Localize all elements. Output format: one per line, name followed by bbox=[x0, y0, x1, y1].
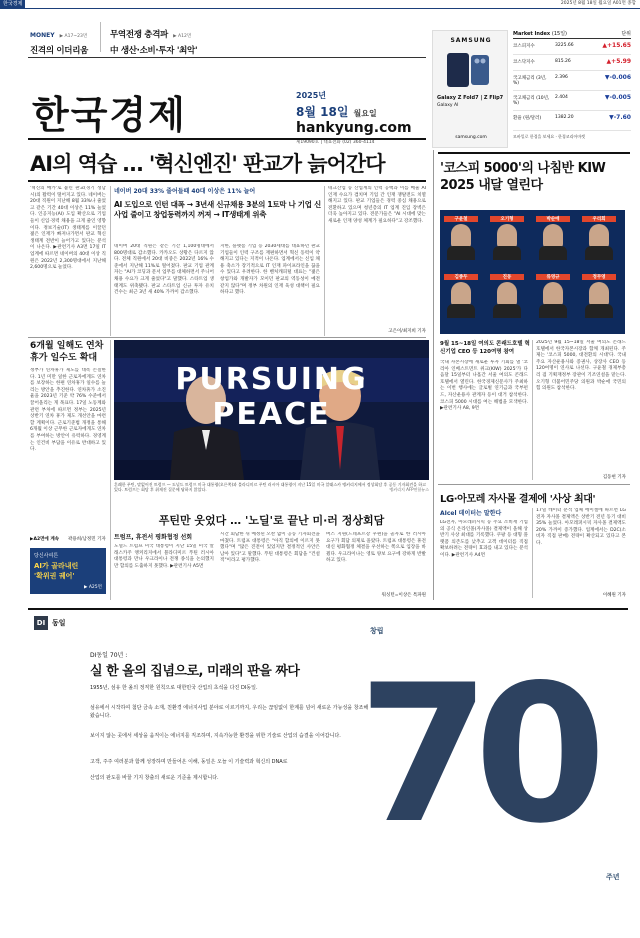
issue-info: 제19090호 | 대표전화 (02) 360-4114 bbox=[296, 140, 375, 145]
teaser-money-page: ▶ A17~23면 bbox=[59, 34, 88, 39]
speaker-name: 오기형 bbox=[490, 216, 524, 222]
market-title: Market Index bbox=[513, 31, 551, 37]
masthead-title: 한국경제 bbox=[32, 92, 187, 137]
market-row-change: ▲+5.99 bbox=[606, 58, 631, 65]
speaker-photo bbox=[536, 216, 570, 270]
teaser-money-label: MONEY bbox=[30, 32, 55, 39]
market-row bbox=[513, 71, 631, 91]
speaker-name: 김종두 bbox=[444, 274, 478, 280]
dongil-para: 고객, 주주 여러분과 함께 성장하며 만들어온 이해, 동일은 오늘 이 기술력과 혁신의 DNA로 bbox=[90, 759, 288, 765]
speaker-name: 구윤철 bbox=[444, 216, 478, 222]
market-row bbox=[513, 91, 631, 111]
speaker-photo bbox=[490, 216, 524, 270]
edition-year: 2025년 bbox=[296, 91, 326, 100]
market-row-name: 환율 (원/달러) bbox=[513, 116, 542, 121]
dongil-anni-sub: DI동일 70년 : bbox=[90, 652, 128, 659]
market-row-name: 코스피지수 bbox=[513, 44, 535, 49]
speaker-photo bbox=[582, 274, 616, 328]
masthead-rule bbox=[28, 138, 426, 140]
summit-col2: 시간 회담한 뒤 예정된 오찬 없이 공동 기자회견을 마쳤다. 트럼프 대통령은 "아직 합의에 이르지 못했다"며 "많은 진전이 있었지만 결정적인 사안은 남아 있다"고 말했다. 푸틴 대통령은 회담을 "건설적"이라고 평가했다. bbox=[220, 532, 320, 564]
speaker-name: 우리회 bbox=[582, 216, 616, 222]
main-headline[interactable]: AI의 역습 … '혁신엔진' 판교가 늙어간다 bbox=[30, 152, 385, 176]
lg-byline: 이혜원 기자 bbox=[602, 593, 626, 598]
teaser-trade-sub: 中 생산·소비·투자 '최악' bbox=[110, 46, 198, 56]
side-ad-title: 당신사여튼 bbox=[34, 553, 59, 559]
dongil-para: 보이지 않는 곳에서 세상을 움직이는 에너지를 직조하며, 지속가능한 환경을 위한 기술로 산업의 습결을 이어갑니다. bbox=[90, 733, 341, 739]
kospi-subhead: 9월 15~18일 여의도 콘래드호텔 혁신기업 CEO 등 120여명 참여 bbox=[440, 341, 530, 355]
dongil-para: 1955년, 섬유 한 올의 정직한 원칙으로 대한민국 산업의 초석을 다진 DI동일. bbox=[90, 685, 258, 691]
main-story-col3: 지한, 플랫폼 기업 등 2030세대를 대표하던 판교 기업들이 인력 구조를 재편하면서 혁신 동력이 약해지고 있다는 지적이 나온다. 업계에서는 신입 채용 축소가 장기적으로 IT 인재 파이프라인을 끊을 수 있다고 우려한다. 한 벤처캐피털 대표는 "젊은 창업가와 개발자가 모이던 판교의 역동성이 예전 같지 않다"며 정부 차원의 인재 육성 대책이 필요하다고 했다. bbox=[220, 244, 320, 296]
market-row bbox=[513, 111, 631, 131]
market-row-name: 코스닥지수 bbox=[513, 60, 535, 65]
section-tag: 한국경제 bbox=[0, 0, 25, 8]
side-story-body: 정부가 연차휴가 제도를 대폭 손질한다. 1년 미만 일한 근로자에게도 연차를 보장하는 한편 연차휴가 일수를 늘리는 방안을 추진한다. 연차휴가 소진율을 2023년 기준 약 76% 수준에서 끌어올리는 게 목표다. 17일 노동계와 관련 부처에 따르면 정부는 2025년 상반기 연차 휴가 제도 개선안을 마련할 계획이다. 근로기준법 개정을 통해 6개월 이상 근무한 근로자에게도 연차를 부여하는 방안이 유력하다. 경영계는 인건비 부담을 이유로 반대하고 있다. bbox=[30, 368, 106, 453]
dongil-para: 산업의 판도를 바꿀 기지 창출의 새로운 기준을 제시합니다. bbox=[90, 775, 219, 781]
market-row-name: 국고채금리 (10년, %) bbox=[513, 96, 550, 106]
dongil-para: 섬유에서 시작하여 첨단 금속 소재, 친환경 에너지사업 분야로 이르기까지, 우리는 끊임없이 한계를 넘어 새로운 가능성을 창조해왔습니다. bbox=[90, 705, 369, 719]
samsung-brand: SAMSUNG bbox=[450, 37, 492, 44]
kospi-headline[interactable]: '코스피 5000'의 나침반 KIW 2025 내달 열린다 bbox=[440, 161, 606, 193]
market-row bbox=[513, 39, 631, 55]
dongil-big-number: 70 bbox=[358, 644, 591, 865]
dongil-ad[interactable] bbox=[28, 608, 628, 908]
dongil-anni-title: 실 한 올의 집념으로, 미래의 판을 짜다 bbox=[90, 664, 300, 679]
samsung-product: Galaxy Z Fold7 | Z Flip7 bbox=[437, 95, 504, 101]
teaser-trade-page: ▶ A12면 bbox=[173, 34, 192, 39]
speaker-photo bbox=[444, 216, 478, 270]
dongil-logo: DI bbox=[34, 616, 48, 630]
market-header bbox=[513, 30, 631, 39]
teaser-trade-title: 무역전쟁 충격파 bbox=[110, 30, 169, 40]
speaker-photo bbox=[582, 216, 616, 270]
speaker-name: 류영규 bbox=[536, 274, 570, 280]
teaser-money[interactable] bbox=[30, 22, 88, 56]
speaker-name: 박순애 bbox=[536, 216, 570, 222]
samsung-sub: Galaxy AI bbox=[437, 103, 459, 108]
summit-subhead: 트럼프, 휴전서 평화협정 선회 bbox=[114, 534, 193, 541]
market-row-value: 3225.66 bbox=[555, 43, 574, 48]
dongil-jubyeon: 주년 bbox=[606, 873, 620, 881]
lg-col1: LG전자, 아모레퍼시픽 등 주요 소비재 기업의 공식 온라인몰(자사몰) 결제액이 올해 상반기 사상 최대를 기록했다. 쿠팡 등 대형 플랫폼 의존도를 낮추고 고객 데이터를 직접 확보하려는 전략이 효과를 내고 있다는 분석이다. ▶관련기사 A4면 bbox=[440, 520, 528, 558]
photo-banner-text: PURSUING PEACE bbox=[175, 362, 368, 432]
market-row-value: 1382.20 bbox=[555, 115, 574, 120]
lg-subhead: AIcel 데이터는 말한다 bbox=[440, 510, 502, 517]
main-story-subhead: 네이버 20대 33% 줄어들때 40대 이상은 11% 늘어 bbox=[114, 188, 256, 195]
print-date: 2025년 8월 18일 월요일 A01면 종합 bbox=[560, 1, 636, 6]
market-index bbox=[513, 30, 631, 148]
photo-credit: 앵커리지 AFP연합뉴스 bbox=[389, 487, 429, 492]
speaker-name: 진동 bbox=[490, 274, 524, 280]
speaker-name: 정무영 bbox=[582, 274, 616, 280]
side-story-byline: 곽용희/남정민 기자 bbox=[68, 537, 106, 542]
market-date: (15일) bbox=[551, 31, 568, 37]
main-story-col2: 네이버 20대 직원은 같은 기간 1,100명대에서 800명대로 감소했다. 카카오도 상황은 다르지 않다. 전체 직원에서 20대 비중은 2022년 16% 수준에서 지난해 11%로 떨어졌다. 판교 기업 관계자는 "AI가 코딩과 문서 업무를 대체하면서 주니어 채용 수요가 크게 줄었다"고 말했다. 스타트업 생태계도 위축됐다. 판교 스타트업 신규 투자 유치 건수는 최근 3년 새 40% 가까이 감소했다. bbox=[114, 244, 214, 296]
teaser-trade[interactable] bbox=[110, 22, 197, 56]
samsung-ad[interactable] bbox=[432, 30, 508, 148]
market-row-value: 2.396 bbox=[555, 75, 568, 80]
kospi-col2: 2025년 9월 15~18일 서울 여의도 콘래드호텔에서 한국자본시장과 함께 개최된다. 주제는 '코스피 5000, 대전환의 시대'다. 국내 주요 자산운용사와 증권사, 상장사 CEO 등 120여명이 연사로 나선다. 구윤철 경제부총리 겸 기획재정부 장관이 기조연설을 맡는다. 오기형 더불어민주당 의원과 박순애 국민의힘 의원도 참석한다. bbox=[536, 340, 626, 392]
market-row-change: ▼-0.006 bbox=[604, 74, 631, 81]
main-story-col4: 테크산업 등 산업계의 인력 공백과 이를 메울 AI 인재 수요가 겹치며 기업 간 인재 쟁탈전도 치열해지고 있다. 판교 기업들은 경력 중심 채용으로 전환하고 있으며 청년층의 IT 업계 진입 장벽은 더욱 높아지고 있다. 전문가들은 "AI 시대에 맞는 새로운 인재 양성 체계가 필요하다"고 강조했다. bbox=[328, 186, 426, 224]
summit-byline: 워싱턴=이상은 특파원 bbox=[381, 593, 426, 598]
summit-col3: 버스 지원(드네프르강 우편)을 골자로 한 러시아 요구가 회담 의제로 올랐다. 트럼프 대통령은 휴전 대신 평화협정 체결을 우선하는 쪽으로 입장을 바꿨다. 우크라이나는 영토 양보 요구에 강하게 반발하고 있다. bbox=[326, 532, 426, 564]
side-story-headline[interactable]: 6개월 일해도 연차 휴가 일수도 확대 bbox=[30, 341, 104, 363]
main-story-byline: 고은이/최지희 기자 bbox=[388, 329, 426, 334]
dongil-changnip: 창립 bbox=[370, 627, 384, 635]
market-footer: 모바일로 한경을 보세요 · 한경코리아마켓 bbox=[513, 134, 586, 139]
speaker-photo bbox=[444, 274, 478, 328]
side-ad-line1: AI가 골라내린 bbox=[34, 562, 79, 570]
market-row-change: ▲+15.65 bbox=[602, 42, 631, 49]
side-ad-page: ▶ A25면 bbox=[83, 585, 102, 590]
photo-caption-text: 흔쾌한 푸틴, 말없어진 트럼프 — 도널드 트럼프 미국 대통령(오른쪽)과 블라디미르 푸틴 러시아 대통령이 지난 15일 미국 알래스카 앵커리지에서 정상회담 후 공동 기자회견을 하고 있다. 트럼프는 회담 후 취재진 질문에 답하지 않았다. bbox=[114, 482, 426, 492]
summit-headline[interactable]: 푸틴만 웃었다 … '노딜'로 끝난 미·러 정상회담 bbox=[158, 514, 385, 527]
side-ad[interactable] bbox=[30, 548, 106, 594]
lg-headline[interactable]: LG·아모레 자사몰 결제에 '사상 최대' bbox=[440, 494, 596, 505]
market-row-name: 국고채금리 (3년, %) bbox=[513, 76, 547, 86]
site-url[interactable]: hankyung.com bbox=[296, 120, 412, 136]
edition-weekday: 월요일 bbox=[353, 109, 377, 118]
kospi-byline: 김동현 기자 bbox=[602, 475, 626, 480]
teaser-money-title: 진격의 이더리움 bbox=[30, 46, 89, 56]
samsung-site: samsung.com bbox=[455, 135, 487, 140]
lg-col2: 17일 데이터 분석 업체 에이셀에 따르면 LG전자 자사몰 결제액은 상반기 전년 동기 대비 35% 늘었다. 아모레퍼시픽 자사몰 결제액도 20% 가까이 증가했다. 업계에서는 D2C(소비자 직접 판매) 전략이 확산되고 있다고 본다. bbox=[536, 508, 626, 546]
main-story-deck: AI 도입으로 인턴 대폭 → 3년새 신규채용 3분의 1토막 나 기업 신사업 줄이고 창업동력까지 꺼져 → IT생태계 위축 bbox=[114, 200, 321, 219]
main-story-col1: '혁신의 메카'로 불린 판교(경기 성남시)의 활력이 떨어지고 있다. 네이버는 20대 직원이 지난해 8월 33%나 줄었고 같은 기간 40대 이상은 11% 늘었다. 인공지능(AI) 도입 확산으로 기업들이 신입·경력 채용을 크게 줄인 영향이다. 정보기술(IT) 생태계를 이끌던 젊은 인재가 빠져나가면서 판교 혁신 생태계 전반이 늙어가고 있다는 분석이 나온다. ▶관련기사 A3면 17일 IT업계에 따르면 네이버의 40대 이상 직원은 2022년 2,300명대에서 지난해 2,600명으로 늘었다. bbox=[30, 186, 106, 271]
market-row-value: 815.26 bbox=[555, 59, 571, 64]
photo-caption bbox=[114, 482, 429, 492]
side-ad-line2: '확위권 궤어' bbox=[34, 572, 75, 580]
market-row bbox=[513, 55, 631, 71]
market-row-value: 2.404 bbox=[555, 95, 568, 100]
market-row-change: ▼-7.60 bbox=[609, 114, 631, 121]
speakers-panel bbox=[440, 210, 625, 334]
dongil-brand: 동일 bbox=[52, 619, 66, 627]
speaker-photo bbox=[536, 274, 570, 328]
top-bar bbox=[0, 0, 640, 8]
edition-date: 8월 18일 bbox=[296, 105, 349, 119]
summit-col1: 도널드 트럼프 미국 대통령이 지난 15일 미국 알래스카주 앵커리지에서 블라디미르 푸틴 러시아 대통령과 만나 우크라이나 전쟁 종식을 논의했지만 합의를 도출하지 못했다. ▶관련기사 A5면 bbox=[114, 544, 214, 569]
market-unit: 단위 bbox=[621, 31, 631, 37]
market-row-change: ▼-0.005 bbox=[604, 94, 631, 101]
kospi-col1: 국내 자본시장에 새로운 투자 기회를 열 '코리아 인베스트먼트 위크(KIW) 2025'가 다음달 15일부터 나흘간 서울 여의도 콘래드호텔에서 열린다. 한국경제신문사가 주최하는 이번 행사에는 글로벌 연기금과 국부펀드, 자산운용사 관계자 등이 대거 참석한다. 코스피 5000 시대를 여는 해법을 모색한다. ▶관련기사 A8, 9면 bbox=[440, 360, 528, 412]
speaker-photo bbox=[490, 274, 524, 328]
edition-info bbox=[296, 90, 426, 145]
summit-photo[interactable] bbox=[114, 340, 429, 480]
side-story-jump[interactable]: ▶A2면에 계속 bbox=[30, 537, 60, 542]
phone-image bbox=[441, 49, 501, 89]
